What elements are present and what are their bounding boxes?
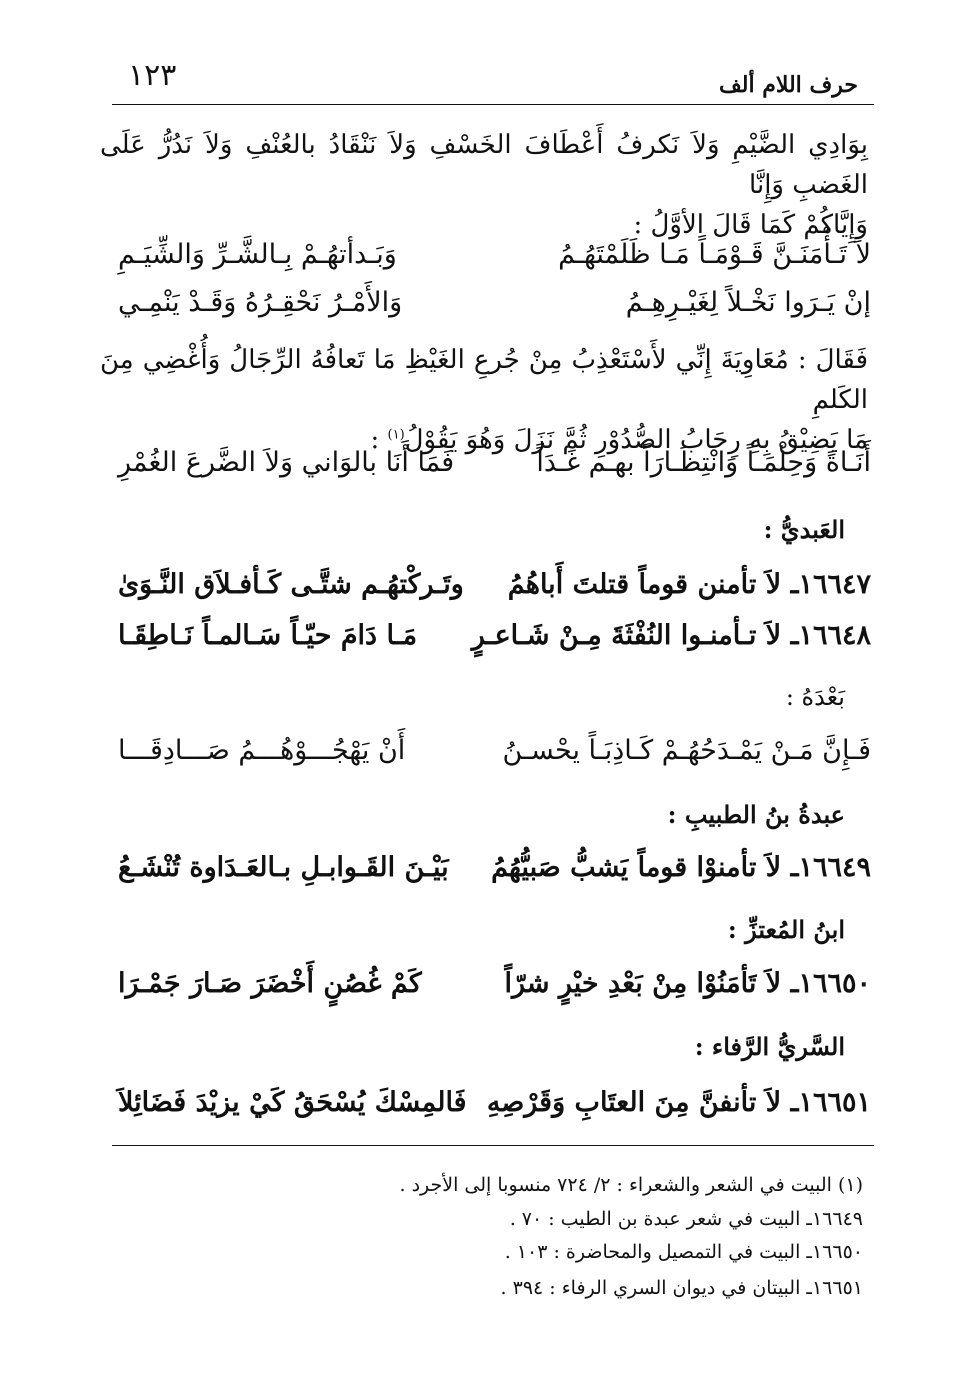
- running-header-title: حرف اللام ألف: [718, 72, 858, 98]
- verse-line-16647: [118, 562, 871, 608]
- narrative-line-2-text: مَا يَضِيْقُ بِهِ رِحَابُ الصُّدُوْرِ ثُمَّ نَزَلَ وَهُوَ يَقُوْلُ: [404, 425, 868, 455]
- verse-number: ١٦٦٤٨ـ: [790, 620, 871, 651]
- verse-line-16648: [118, 613, 871, 659]
- verse-first-hemistich: فَـإِنَّ مَـنْ يَمْـدَحُهُـمْ كَـاذِبَـاً يحْسـنُ: [502, 735, 871, 766]
- verse-number: ١٦٦٥١ـ: [790, 1087, 871, 1118]
- footnote: (١) البيت في الشعر والشعراء : ٢/ ٧٢٤ منسوبا إلى الأجرد .: [399, 1174, 863, 1196]
- poet-heading: العَبديُّ :: [763, 515, 845, 544]
- verse-second-hemistich: بَيْـنَ القَـوابـلِ بـالعَـدَاوة تُنْشَـعُ: [118, 852, 449, 883]
- verse-second-hemistich: وَبَـدأتهُـمْ بِـالشَّـرِّ وَالشِّيَـمِ: [118, 239, 397, 270]
- poet-heading: السَّريُّ الرَّفاء :: [694, 1032, 845, 1061]
- footnote-rule: [112, 1145, 874, 1146]
- narrative-line-1: فَقَالَ : مُعَاوِيَةَ إِنِّي لأَسْتَعْذِبُ مِنْ جُرعِ الغَيْظِ مَا تَعافُهُ الرِّجَالُ وَأُغْضِي مِنَ الكَلمِ: [100, 345, 868, 415]
- verse-second-hemistich: وَالأَمْـرُ نَحْقِـرُهُ وَقَـدْ يَنْمِـي: [118, 287, 403, 318]
- verse-number: ١٦٦٤٩ـ: [790, 852, 871, 883]
- footnote: ١٦٦٥١ـ البيتان في ديوان السري الرفاء : ٣٩٤ .: [500, 1277, 863, 1299]
- verse-first-hemistich: إنْ يَـرَوا نَخْـلاً لِغَيْـرِهِـمُ: [625, 287, 871, 318]
- verse-second-hemistich: أَنْ يَهْجُـــوْهُـــمُ صَـــادِقَـــا: [118, 735, 406, 766]
- verse-line: [118, 440, 871, 486]
- verse-line: [118, 280, 871, 326]
- footnote: ١٦٦٥٠ـ البيت في التمصيل والمحاضرة : ١٠٣ .: [504, 1241, 863, 1263]
- verse-line-16650: [118, 961, 871, 1007]
- page-number: ١٢٣: [128, 58, 177, 93]
- intro-line-2: وَإِيَّاكُمْ كَمَا قَالَ الأوَّلُ :: [633, 210, 868, 240]
- verse-first-hemistich-text: لاَ تَأمَنُوْا مِنْ بَعْدِ خيْرٍ شرّاً: [504, 968, 782, 999]
- verse-first-hemistich: لاَ تَـأْمَنَـنَّ قَـوْمَـاً مَـا ظَلَمْتَهُـمُ: [558, 239, 871, 270]
- footnote-marker: (١): [387, 427, 405, 443]
- verse-first-hemistich-text: لاَ تأمنوْا قوماً يَشبُّ صَبيُّهُمُ: [491, 852, 782, 883]
- verse-line: [118, 232, 871, 278]
- verse-first-hemistich-text: لاَ تأمنن قوماً قتلتَ أَباهُمُ: [507, 569, 782, 600]
- verse-line-16649: [118, 845, 871, 891]
- verse-first-hemistich-text: لاَ تأنفنَّ مِنَ العتَابِ وَقَرْصِهِ: [486, 1087, 782, 1118]
- narrative-line-2-end: :: [370, 425, 388, 455]
- verse-second-hemistich: مَـا دَامَ حيّـاً سَـالمـاً نَـاطِقَـا: [118, 620, 418, 651]
- verse-first-hemistich: [507, 562, 871, 608]
- intro-line-1: بِوَادِي الضَّيْمِ وَلاَ نَكرفُ أَعْطَافَ الخَسْفِ وَلاَ نَنْقَادُ بالعُنْفِ وَلاَ نَدُرُّ عَلَى الغَضبِ وَإِنَّا: [100, 130, 868, 200]
- verse-line-16651: [118, 1080, 871, 1126]
- verse-first-hemistich-text: لاَ تـأمنـوا النُفْثَةَ مِـنْ شَـاعـرٍ: [471, 620, 782, 651]
- poet-heading: عبدةُ بنُ الطبيبِ :: [667, 800, 845, 829]
- verse-second-hemistich: كَمْ غُصُنٍ أَخْضَرَ صَـارَ جَمْـرَا: [118, 968, 422, 999]
- verse-first-hemistich: [504, 961, 871, 1007]
- verse-number: ١٦٦٥٠ـ: [790, 968, 871, 999]
- verse-first-hemistich: [471, 613, 871, 659]
- verse-number: ١٦٦٤٧ـ: [790, 569, 871, 600]
- footnote: ١٦٦٤٩ـ البيت في شعر عبدة بن الطيب : ٧٠ .: [509, 1208, 863, 1230]
- verse-second-hemistich: فَالمِسْكَ يُسْحَقُ كَيْ يزيْدَ فَضَائِلاَ: [118, 1087, 467, 1118]
- section-label: بَعْدَهُ :: [785, 683, 845, 711]
- verse-line: [118, 728, 871, 774]
- verse-first-hemistich: [491, 845, 871, 891]
- verse-second-hemistich: وتَـركْتهُـم شتَّـى كَـأفـلاَق النَّـوَىٰ: [118, 569, 464, 600]
- intro-paragraph: [100, 125, 868, 245]
- header-rule: [112, 104, 874, 105]
- verse-second-hemistich: فَمَا أَنَا بالوَاني وَلاَ الضَّرعَ الغُمْرِ: [118, 447, 455, 478]
- poet-heading: ابنُ المُعتزِّ :: [727, 915, 845, 944]
- verse-first-hemistich: أَنَـاةً وَحِلْمَـاً وَانْتِظَـارَاً بهـم غَـدَاً: [536, 447, 871, 478]
- verse-first-hemistich: [486, 1080, 871, 1126]
